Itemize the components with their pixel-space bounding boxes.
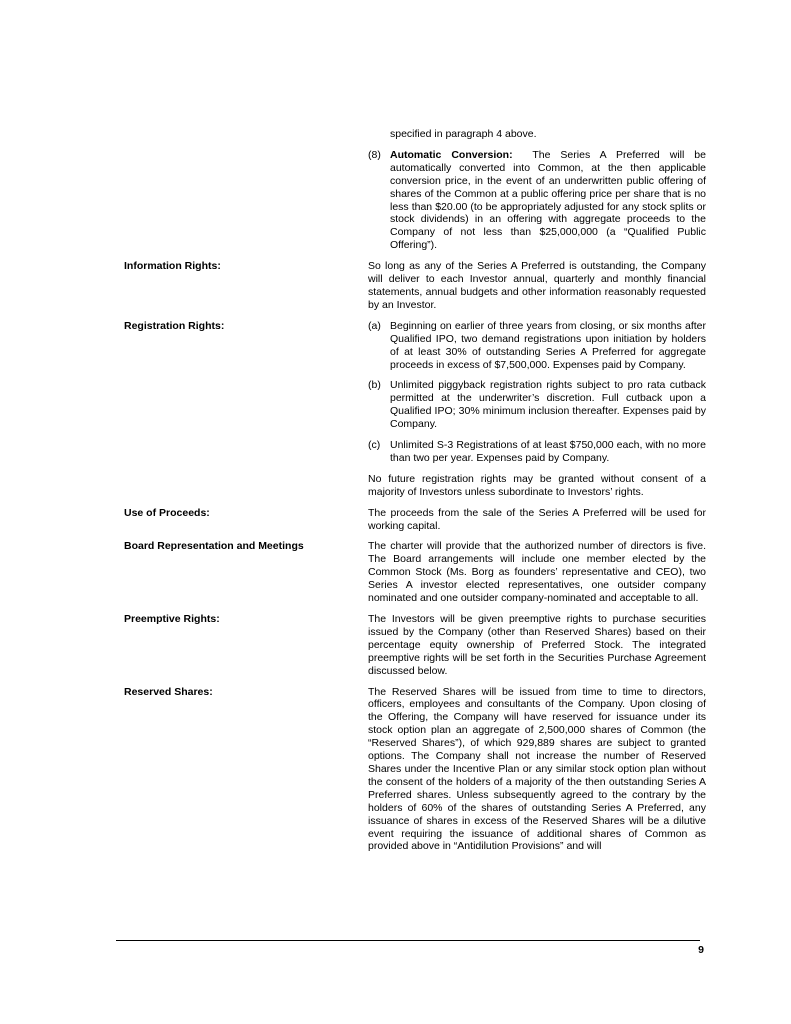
board-label: Board Representation and Meetings [124,540,304,553]
page-number: 9 [698,944,704,956]
footer-divider [116,940,700,941]
item-number: (c) [368,439,381,452]
automatic-conversion-text: The Series A Preferred will be automatically converted into Common, at the then applicable conversion price, in the event of an underwritten public offering of shares of the Common at a public offering price per share that is no less than $20.00 (to be appropriately adjusted for any stock splits or stock dividends) in an offering with aggregate proceeds to the Company of not less than $25,000,000 (a “Qualified Public Offering”). [390,148,706,252]
use-of-proceeds-section [124,507,706,533]
item-text: Unlimited piggyback registration rights subject to pro rata cutback permitted at the underwriter’s discretion. Full cutback upon a Qualified IPO; 30% minimum inclusion thereafter. Expenses paid by Company. [390,379,706,431]
board-text: The charter will provide that the authorized number of directors is five. The Board arrangements will include one member elected by the Common Stock (Ms. Borg as founders’ representative and CEO), two Series A investor elected representatives, one outsider company nominated and one outsider company-nominated and acceptable to all. [368,540,706,605]
information-rights-section [124,260,706,312]
use-of-proceeds-label: Use of Proceeds: [124,506,210,519]
information-rights-label: Information Rights: [124,260,221,273]
preemptive-rights-label: Preemptive Rights: [124,613,220,625]
item-number: (b) [368,379,381,392]
registration-item [368,320,706,372]
reserved-shares-section [124,686,706,854]
registration-item [368,439,706,465]
item-text: Beginning on earlier of three years from closing, or six months after Qualified IPO, two demand registrations upon initiation by holders of at least 30% of outstanding Series A Preferred for aggregate proceeds in excess of $7,500,000. Expenses paid by Company. [390,319,706,371]
item-number: (a) [368,319,381,332]
continuation-row [124,128,706,141]
use-of-proceeds-text: The proceeds from the sale of the Series A Preferred will be used for working capital. [368,506,706,532]
preemptive-rights-text: The Investors will be given preemptive rights to purchase securities issued by the Company (other than Reserved Shares) based on their percentage equity ownership of Preferred Stock. The integrated preemptive rights will be set forth in the Securities Purchase Agreement discussed below. [368,613,706,677]
preemptive-rights-section [124,613,706,678]
registration-rights-section [124,320,706,499]
registration-closing-text: No future registration rights may be granted without consent of a majority of Investors unless subordinate to Investors’ rights. [368,472,706,498]
reserved-shares-text: The Reserved Shares will be issued from time to time to directors, officers, employees and consultants of the Company. Upon closing of the Offering, the Company will have reserved for issuance under its stock option plan an aggregate of 2,500,000 shares of Common (the “Reserved Shares”), of which 929,889 shares are subject to granted options. The Company shall not increase the number of Reserved Shares under the Incentive Plan or any similar stock option plan without the consent of the holders of a majority of the then outstanding Series A Preferred shares. Unless subsequently agreed to the contrary by the holders of 60% of the shares of outstanding Series A Preferred, any issuance of shares in excess of the Reserved Shares will be a dilutive event requiring the issuance of additional shares of Common as provided above in “Antidilution Provisions” and will [368,685,706,853]
automatic-conversion-row [124,149,706,252]
registration-rights-label: Registration Rights: [124,319,225,332]
item-number: (8) [368,148,381,161]
item-text: Unlimited S-3 Registrations of at least $750,000 each, with no more than two per year. Expenses paid by Company. [390,439,706,464]
registration-item [368,379,706,431]
reserved-shares-label: Reserved Shares: [124,685,213,698]
term-sheet-content [124,128,706,861]
continuation-text: specified in paragraph 4 above. [390,128,537,140]
automatic-conversion-title: Automatic Conversion: [390,148,513,161]
information-rights-text: So long as any of the Series A Preferred is outstanding, the Company will deliver to each Investor annual, quarterly and monthly financial statements, annual budgets and other information reasonably requested by an Investor. [368,260,706,311]
automatic-conversion-item [368,149,706,252]
board-section [124,540,706,605]
